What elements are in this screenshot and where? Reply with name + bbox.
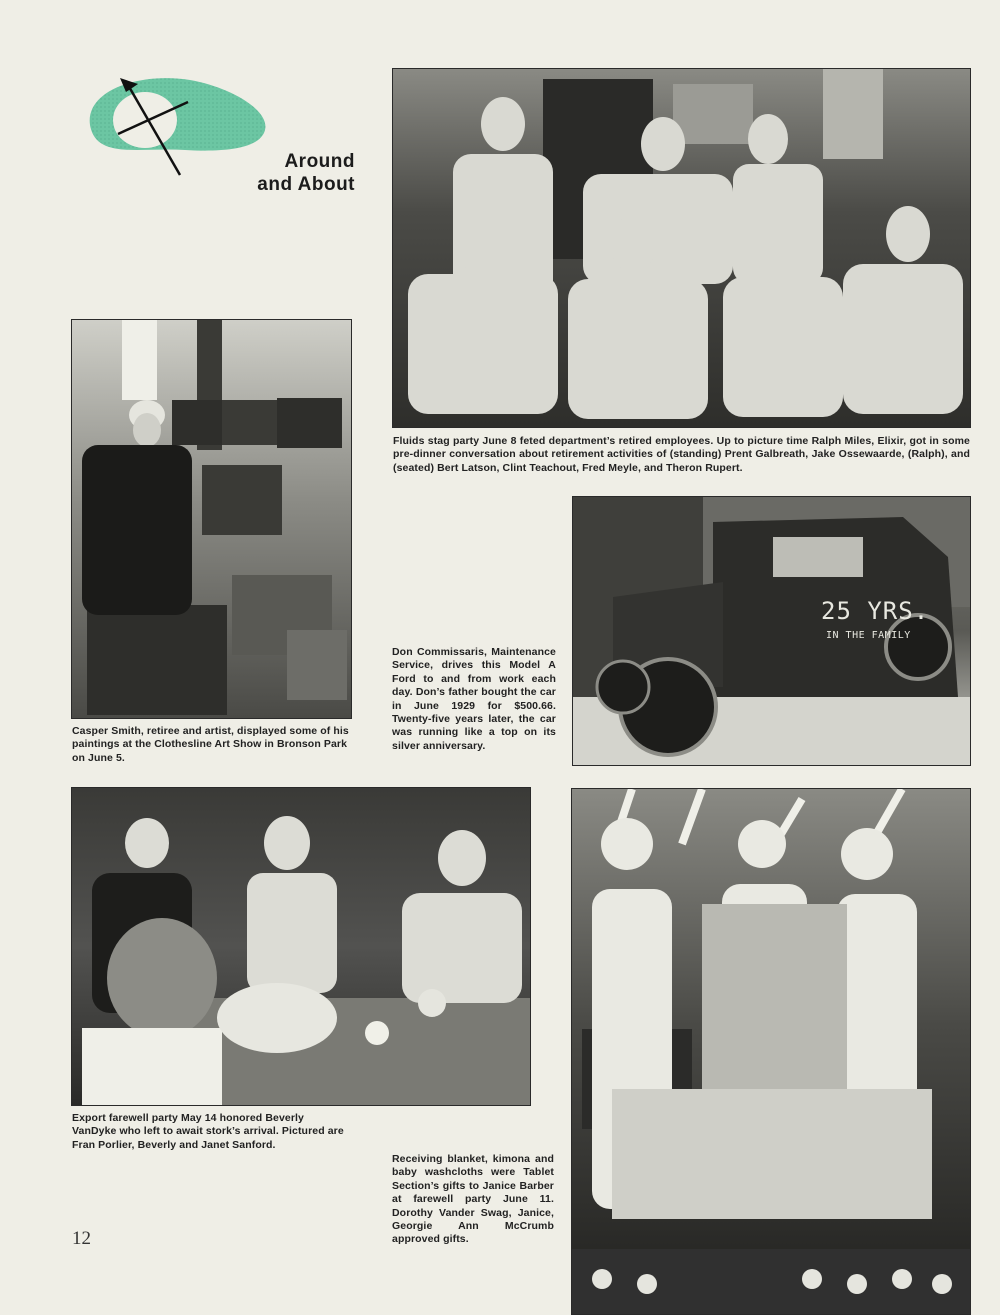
group-photo-icon [393,69,970,427]
casper-smith-photo [71,319,352,719]
casper-caption: Casper Smith, retiree and artist, displayed some of his paintings at the Clothesline Art Show in Bronson Park on June 5. [72,725,349,764]
section-title-line2: and About [257,174,355,195]
model-a-ford-photo [572,496,971,766]
section-title [210,150,355,196]
gifts-photo-icon [572,789,970,1314]
section-title-line1: Around [284,151,355,172]
ford-caption: Don Commissaris, Maintenance Service, drives this Model A Ford to and from work each day. Don’s father bought the car in June 1929 for $500.66. Twenty-five years later, the car was running like a top on its silver anniversary. [392,646,556,752]
export-farewell-photo [71,787,531,1106]
artist-photo-icon [72,320,351,718]
fluids-stag-party-photo [392,68,971,428]
car-sign-line1: 25 YRS. [821,597,930,625]
car-sign-line2: IN THE FAMILY [826,630,911,641]
page-number: 12 [72,1228,91,1249]
tablet-caption: Receiving blanket, kimona and baby washcloths were Tablet Section’s gifts to Janice Barber at farewell party June 11. Dorothy Vander Swag, Janice, Georgie Ann McCrumb approved gifts. [392,1153,554,1246]
tablet-section-photo [571,788,971,1315]
export-caption: Export farewell party May 14 honored Beverly VanDyke who left to await stork’s arrival. Pictured are Fran Porlier, Beverly and Janet Sanford. [72,1112,344,1151]
party-photo-icon [72,788,530,1105]
fluids-caption: Fluids stag party June 8 feted department’s retired employees. Up to picture time Ralph Miles, Elixir, got in some pre-dinner conversation about retirement activities of (standing) Prent Galbreath, Jake Ossewaarde, (Ralph), and (seated) Bert Latson, Clint Teachout, Fred Meyle, and Theron Rupert. [393,435,970,474]
